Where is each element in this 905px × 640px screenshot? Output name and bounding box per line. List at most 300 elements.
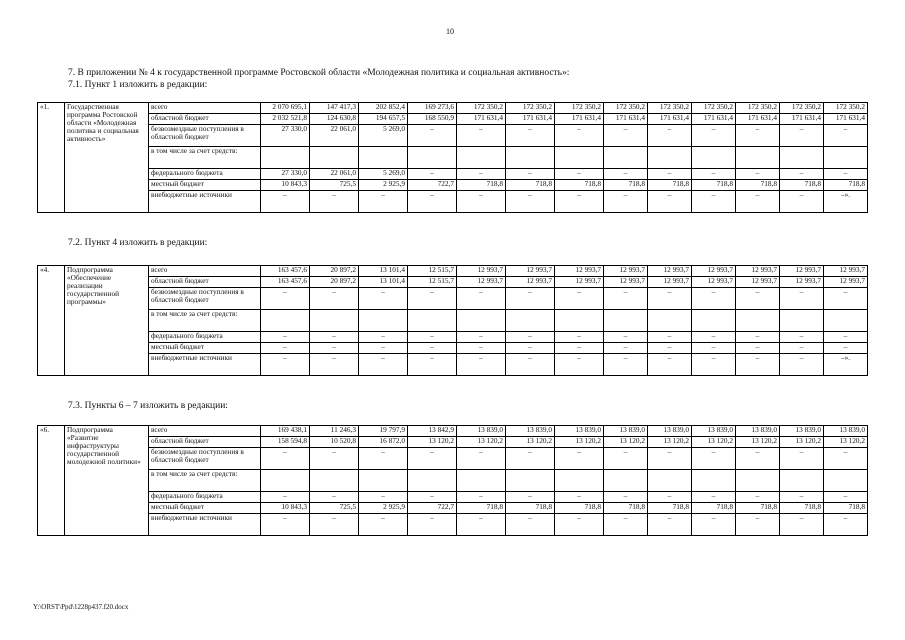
amount-cell: – [555,492,604,503]
amount-cell: – [736,125,780,147]
amount-cell: 20 897,2 [310,266,359,277]
amount-cell: – [692,354,736,376]
amount-cell: – [359,492,408,503]
amount-cell: – [408,514,457,536]
funding-source-label: федерального бюджета [149,492,261,503]
amount-cell: – [824,332,868,343]
funding-source-label: внебюджетные источники [149,354,261,376]
amount-cell: 718,8 [555,180,604,191]
amount-cell: – [604,125,648,147]
program-name: Подпрограмма «Развитие инфраструктуры государственной молодежной политики» [65,426,149,536]
amount-cell [359,470,408,492]
amount-cell: – [506,492,555,503]
amount-cell: 718,8 [457,180,506,191]
amount-cell: 718,8 [824,503,868,514]
amount-cell [506,470,555,492]
page-number: 10 [446,27,454,36]
amount-cell: 169 273,6 [408,103,457,114]
section-7-3-heading: 7.3. Пункты 6 – 7 изложить в редакции: [68,401,228,411]
table-row [38,277,868,288]
amount-cell: 2 032 521,8 [261,114,310,125]
funding-source-label: федерального бюджета [149,169,261,180]
amount-cell: – [408,288,457,310]
amount-cell [506,147,555,169]
amount-cell: – [506,288,555,310]
table-row [38,114,868,125]
table-row [38,103,868,114]
amount-cell: 171 631,4 [648,114,692,125]
funding-source-label: безвозмездные поступления в областной бюджет [149,125,261,147]
table-row [38,470,868,492]
amount-cell [780,470,824,492]
amount-cell: – [506,354,555,376]
amount-cell: – [457,448,506,470]
amount-cell: – [692,332,736,343]
table-row [38,180,868,191]
amount-cell: – [261,288,310,310]
amount-cell [824,310,868,332]
amount-cell [736,470,780,492]
amount-cell: – [408,343,457,354]
amount-cell: 722,7 [408,180,457,191]
amount-cell: – [359,343,408,354]
amount-cell: 13 120,2 [457,437,506,448]
financing-table [37,102,868,213]
amount-cell: – [310,332,359,343]
amount-cell: – [359,288,408,310]
amount-cell: 11 246,3 [310,426,359,437]
amount-cell: – [736,514,780,536]
amount-cell [692,470,736,492]
amount-cell: 13 120,2 [506,437,555,448]
amount-cell: – [310,343,359,354]
funding-source-label: федерального бюджета [149,332,261,343]
amount-cell: – [604,332,648,343]
amount-cell [408,310,457,332]
amount-cell [604,310,648,332]
table-row [38,343,868,354]
amount-cell: – [692,448,736,470]
amount-cell: – [780,343,824,354]
amount-cell: – [604,288,648,310]
amount-cell: – [457,514,506,536]
amount-cell: 725,5 [310,503,359,514]
amount-cell: 169 438,1 [261,426,310,437]
amount-cell [408,147,457,169]
amount-cell: 13 839,0 [692,426,736,437]
amount-cell: 12 993,7 [648,266,692,277]
section-7-2-heading: 7.2. Пункт 4 изложить в редакции: [68,238,208,248]
amount-cell: 718,8 [506,180,555,191]
amount-cell: – [408,354,457,376]
amount-cell: – [780,492,824,503]
amount-cell: – [555,191,604,213]
row-number: «4. [38,266,65,376]
amount-cell: 27 330,0 [261,169,310,180]
amount-cell: – [692,169,736,180]
amount-cell: 12 993,7 [692,277,736,288]
amount-cell: 16 872,0 [359,437,408,448]
amount-cell: 12 993,7 [555,266,604,277]
amount-cell: 172 350,2 [506,103,555,114]
table-row [38,332,868,343]
amount-cell: 13 120,2 [692,437,736,448]
amount-cell: 202 852,4 [359,103,408,114]
funding-source-label: всего [149,266,261,277]
amount-cell: 12 515,7 [408,266,457,277]
amount-cell: – [506,332,555,343]
amount-cell: – [457,492,506,503]
amount-cell: – [736,492,780,503]
amount-cell [604,147,648,169]
amount-cell: 12 993,7 [780,277,824,288]
amount-cell: 2 925,9 [359,503,408,514]
amount-cell: – [824,125,868,147]
amount-cell: – [604,514,648,536]
amount-cell: – [604,343,648,354]
amount-cell [310,147,359,169]
table-row [38,191,868,213]
amount-cell: 158 594,8 [261,437,310,448]
table-row [38,448,868,470]
amount-cell: – [604,169,648,180]
amount-cell [261,147,310,169]
amount-cell: 194 657,5 [359,114,408,125]
amount-cell: 13 839,0 [736,426,780,437]
table-row [38,426,868,437]
funding-source-label: внебюджетные источники [149,191,261,213]
amount-cell [555,470,604,492]
amount-cell: – [261,448,310,470]
amount-cell: – [824,448,868,470]
amount-cell: – [824,343,868,354]
amount-cell: – [408,332,457,343]
amount-cell: 718,8 [604,180,648,191]
amount-cell: – [457,332,506,343]
amount-cell: – [555,448,604,470]
amount-cell: 12 993,7 [604,277,648,288]
amount-cell: 12 993,7 [648,277,692,288]
funding-source-label: местный бюджет [149,180,261,191]
amount-cell: 163 457,6 [261,277,310,288]
amount-cell: –». [824,191,868,213]
amount-cell: – [780,332,824,343]
table-row [38,354,868,376]
amount-cell: 13 120,2 [736,437,780,448]
table-row [38,514,868,536]
amount-cell: 5 269,0 [359,169,408,180]
amount-cell: – [780,354,824,376]
table-row [38,125,868,147]
amount-cell: – [408,125,457,147]
amount-cell: –». [824,354,868,376]
amount-cell: – [780,125,824,147]
amount-cell: 171 631,4 [506,114,555,125]
amount-cell: 171 631,4 [736,114,780,125]
amount-cell [359,147,408,169]
funding-source-label: в том числе за счет средств: [149,147,261,169]
amount-cell [648,470,692,492]
amount-cell: – [648,343,692,354]
amount-cell: – [555,169,604,180]
amount-cell: 22 061,0 [310,169,359,180]
amount-cell: – [359,514,408,536]
amount-cell [780,310,824,332]
amount-cell: 12 993,7 [736,266,780,277]
amount-cell: – [824,288,868,310]
amount-cell: – [692,191,736,213]
amount-cell: – [261,191,310,213]
funding-source-label: местный бюджет [149,503,261,514]
amount-cell: – [555,343,604,354]
amount-cell: 12 993,7 [555,277,604,288]
amount-cell: 163 457,6 [261,266,310,277]
amount-cell: – [261,332,310,343]
amount-cell: – [506,169,555,180]
funding-source-label: местный бюджет [149,343,261,354]
amount-cell: 171 631,4 [692,114,736,125]
amount-cell: 5 269,0 [359,125,408,147]
amount-cell: – [736,354,780,376]
amount-cell: – [408,169,457,180]
amount-cell: 13 101,4 [359,266,408,277]
amount-cell: – [736,169,780,180]
program-name: Государственная программа Ростовской области «Молодежная политика и социальная активность» [65,103,149,213]
financing-table [37,425,868,536]
amount-cell: – [648,191,692,213]
amount-cell: – [310,191,359,213]
amount-cell [457,310,506,332]
amount-cell: 172 350,2 [824,103,868,114]
amount-cell: – [780,448,824,470]
amount-cell: – [555,288,604,310]
amount-cell: – [408,448,457,470]
amount-cell [824,147,868,169]
amount-cell: 718,8 [780,503,824,514]
table-row [38,492,868,503]
amount-cell: – [604,492,648,503]
amount-cell: – [457,125,506,147]
amount-cell: 718,8 [824,180,868,191]
amount-cell [604,470,648,492]
amount-cell: 13 839,0 [780,426,824,437]
amount-cell: 27 330,0 [261,125,310,147]
funding-source-label: внебюджетные источники [149,514,261,536]
amount-cell: 12 993,7 [824,277,868,288]
file-path-footer: Y:\ORST\Ppd\1228p437.f20.docx [33,603,129,611]
amount-cell: 171 631,4 [604,114,648,125]
amount-cell: 13 839,0 [555,426,604,437]
funding-source-label: в том числе за счет средств: [149,310,261,332]
amount-cell: 147 417,3 [310,103,359,114]
section-7-1-heading: 7.1. Пункт 1 изложить в редакции: [68,80,208,90]
amount-cell: – [359,191,408,213]
amount-cell: – [261,343,310,354]
funding-source-label: всего [149,426,261,437]
amount-cell [736,147,780,169]
amount-cell: – [555,125,604,147]
amount-cell: 13 839,0 [824,426,868,437]
amount-cell [555,147,604,169]
amount-cell [692,310,736,332]
amount-cell [310,310,359,332]
amount-cell: – [648,514,692,536]
amount-cell: 171 631,4 [780,114,824,125]
amount-cell: 718,8 [604,503,648,514]
amount-cell: – [457,169,506,180]
funding-source-label: областной бюджет [149,437,261,448]
amount-cell: 13 120,2 [648,437,692,448]
funding-source-label: в том числе за счет средств: [149,470,261,492]
amount-cell: 10 843,3 [261,180,310,191]
amount-cell [359,310,408,332]
amount-cell: 12 993,7 [824,266,868,277]
amount-cell [648,310,692,332]
row-number: «6. [38,426,65,536]
amount-cell: 718,8 [506,503,555,514]
section-7-heading: 7. В приложении № 4 к государственной программе Ростовской области «Молодежная политика и социальная активность»: [68,68,570,78]
amount-cell: 172 350,2 [736,103,780,114]
amount-cell: 13 120,2 [555,437,604,448]
table-row [38,503,868,514]
amount-cell: – [506,448,555,470]
amount-cell: – [457,191,506,213]
amount-cell: – [824,169,868,180]
table-row [38,310,868,332]
table-row [38,437,868,448]
amount-cell: – [648,169,692,180]
amount-cell: – [359,448,408,470]
amount-cell [506,310,555,332]
amount-cell: 2 925,9 [359,180,408,191]
amount-cell: 718,8 [692,180,736,191]
amount-cell: – [604,354,648,376]
amount-cell: – [359,354,408,376]
amount-cell: 13 842,9 [408,426,457,437]
amount-cell: – [692,288,736,310]
amount-cell: 12 993,7 [457,277,506,288]
funding-source-label: всего [149,103,261,114]
amount-cell: – [692,492,736,503]
amount-cell: – [824,492,868,503]
amount-cell: – [457,354,506,376]
amount-cell: 13 101,4 [359,277,408,288]
amount-cell: 10 520,8 [310,437,359,448]
amount-cell: – [780,191,824,213]
amount-cell [261,470,310,492]
amount-cell: 718,8 [457,503,506,514]
amount-cell: 172 350,2 [692,103,736,114]
amount-cell: – [555,354,604,376]
amount-cell: 22 061,0 [310,125,359,147]
amount-cell: – [692,343,736,354]
amount-cell: 718,8 [648,503,692,514]
amount-cell: 13 839,0 [457,426,506,437]
amount-cell: 722,7 [408,503,457,514]
amount-cell: 718,8 [648,180,692,191]
amount-cell [780,147,824,169]
amount-cell [824,470,868,492]
amount-cell: – [408,191,457,213]
amount-cell: – [824,514,868,536]
amount-cell: – [310,448,359,470]
amount-cell: – [736,288,780,310]
amount-cell: – [648,492,692,503]
amount-cell: 13 839,0 [648,426,692,437]
table-row [38,288,868,310]
amount-cell [457,470,506,492]
amount-cell: 718,8 [736,503,780,514]
amount-cell: – [506,343,555,354]
amount-cell: – [457,288,506,310]
amount-cell: – [506,125,555,147]
amount-cell: – [780,169,824,180]
amount-cell: – [506,514,555,536]
amount-cell: – [408,492,457,503]
amount-cell: 172 350,2 [555,103,604,114]
amount-cell: – [261,354,310,376]
amount-cell [555,310,604,332]
table-row [38,147,868,169]
amount-cell [261,310,310,332]
amount-cell: – [692,514,736,536]
amount-cell: 12 993,7 [780,266,824,277]
amount-cell: – [736,448,780,470]
amount-cell: – [648,332,692,343]
amount-cell: 13 839,0 [604,426,648,437]
financing-table [37,265,868,376]
funding-source-label: безвозмездные поступления в областной бюджет [149,288,261,310]
program-name: Подпрограмма «Обеспечение реализации государственной программы» [65,266,149,376]
amount-cell: 12 993,7 [692,266,736,277]
amount-cell: 172 350,2 [780,103,824,114]
amount-cell: 20 897,2 [310,277,359,288]
amount-cell: – [692,125,736,147]
amount-cell: – [310,492,359,503]
amount-cell: 172 350,2 [604,103,648,114]
amount-cell: – [648,125,692,147]
row-number: «1. [38,103,65,213]
amount-cell: 13 839,0 [506,426,555,437]
amount-cell: 124 630,8 [310,114,359,125]
amount-cell [736,310,780,332]
amount-cell [692,147,736,169]
amount-cell: 725,5 [310,180,359,191]
amount-cell: – [555,332,604,343]
amount-cell: – [780,288,824,310]
amount-cell: 13 120,2 [604,437,648,448]
amount-cell: – [310,288,359,310]
table-row [38,266,868,277]
amount-cell: 13 120,2 [824,437,868,448]
amount-cell: – [736,191,780,213]
funding-source-label: областной бюджет [149,277,261,288]
amount-cell: 12 993,7 [506,277,555,288]
amount-cell [457,147,506,169]
amount-cell: – [555,514,604,536]
amount-cell: – [310,354,359,376]
amount-cell: 2 070 695,1 [261,103,310,114]
amount-cell: 12 993,7 [457,266,506,277]
amount-cell: 168 550,9 [408,114,457,125]
amount-cell: 10 843,3 [261,503,310,514]
amount-cell [648,147,692,169]
amount-cell: 718,8 [555,503,604,514]
funding-source-label: безвозмездные поступления в областной бюджет [149,448,261,470]
amount-cell: 171 631,4 [555,114,604,125]
amount-cell: – [359,332,408,343]
amount-cell: – [261,514,310,536]
